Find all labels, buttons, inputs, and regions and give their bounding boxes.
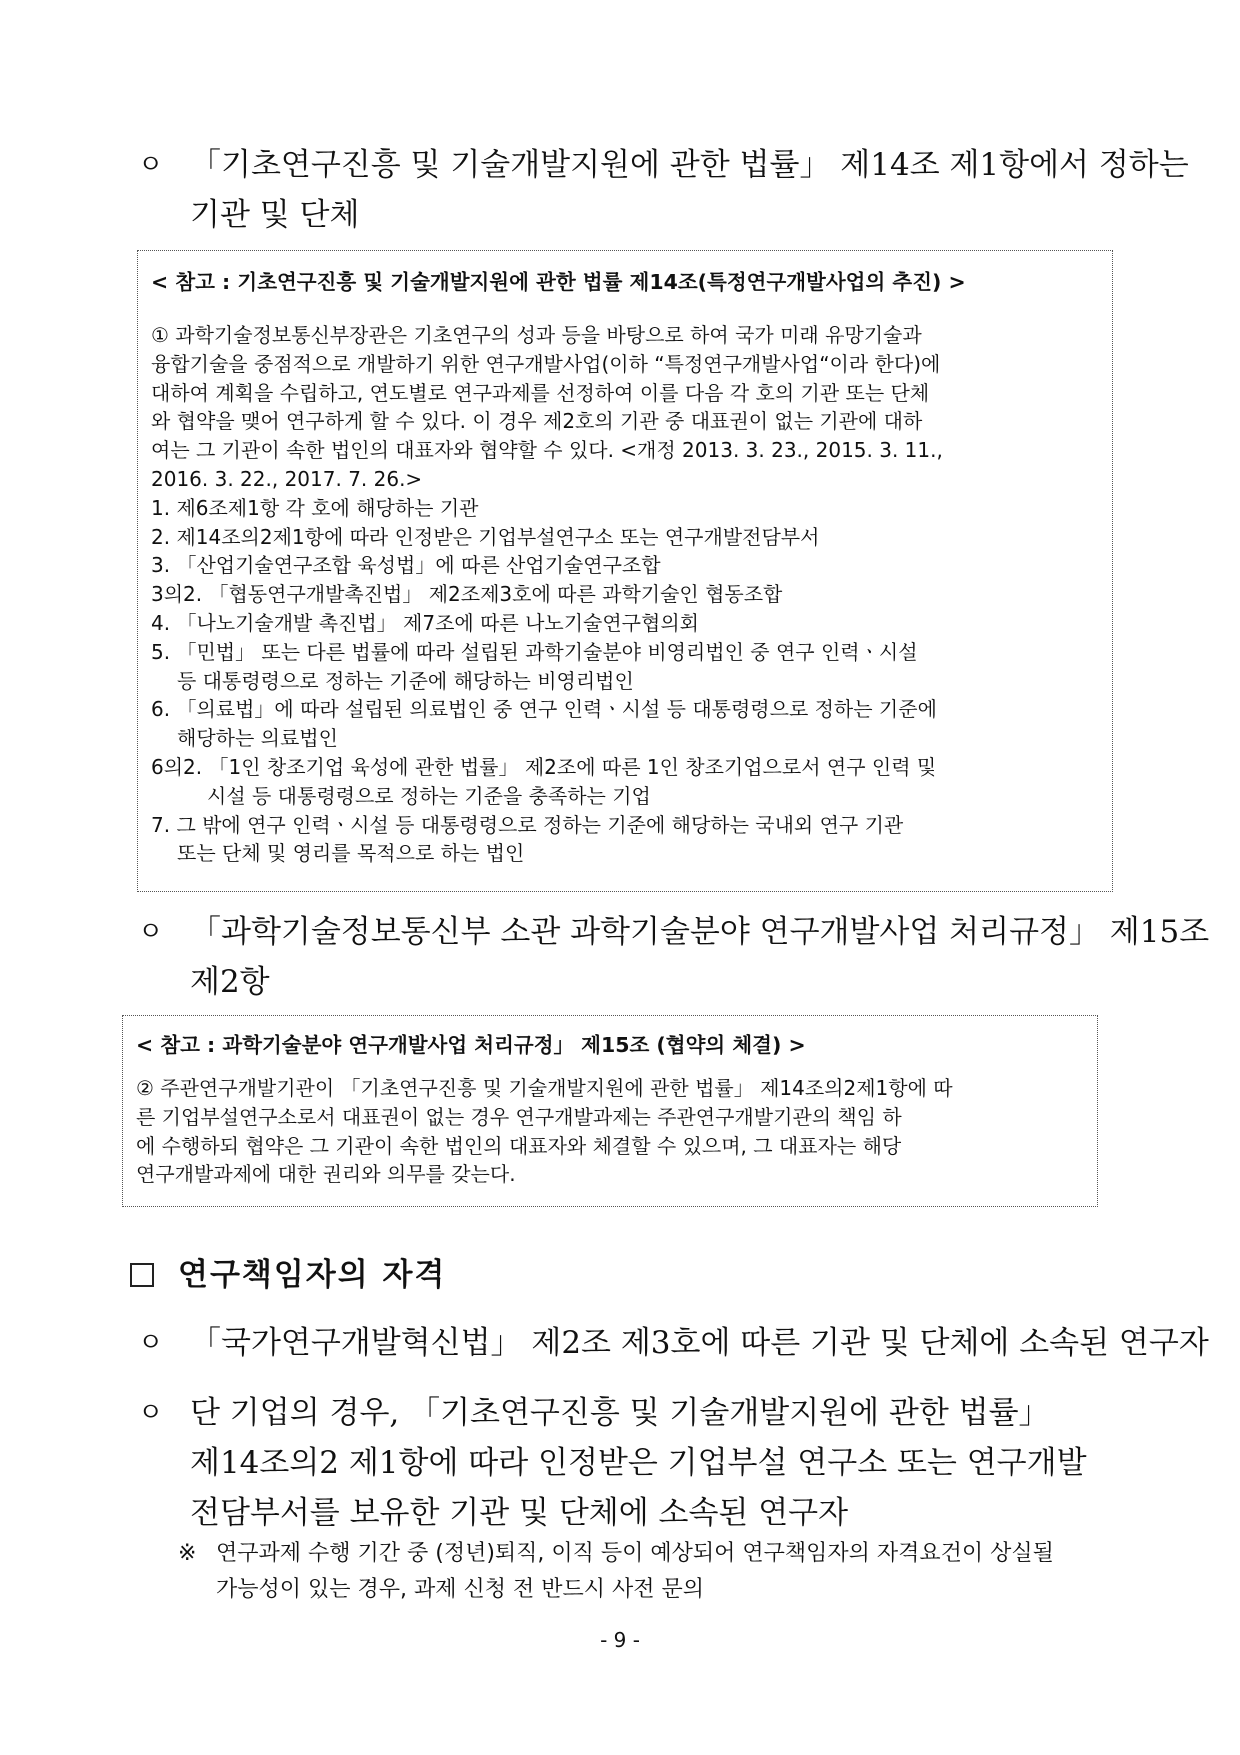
bullet-text [190, 907, 1209, 1007]
note-line: 가능성이 있는 경우, 과제 신청 전 반드시 사전 문의 [216, 1577, 704, 1602]
reference-paragraph [136, 1074, 1085, 1189]
list-item: 2. 제14조의2제1항에 따라 인정받은 기업부설연구소 또는 연구개발전담부서 [151, 524, 820, 549]
checkbox-square-icon [130, 1263, 154, 1287]
page-number: - 9 - [600, 1628, 640, 1652]
list-item-continuation: 또는 단체 및 영리를 목적으로 하는 법인 [177, 841, 525, 866]
list-item: 3의2. 「협동연구개발촉진법」 제2조제3호에 따른 과학기술인 협동조합 [151, 582, 783, 607]
reference-line: 여는 그 기관이 속한 법인의 대표자와 협약할 수 있다. <개정 2013. 3. 23., 2015. 3. 11., [151, 438, 943, 463]
reference-line: 른 기업부설연구소로서 대표권이 없는 경우 연구개발과제는 주관연구개발기관의 책임 하 [136, 1104, 902, 1129]
note-mark: ※ [178, 1541, 197, 1566]
section-heading [130, 1250, 446, 1300]
reference-title: < 참고 : 기초연구진흥 및 기술개발지원에 관한 법률 제14조(특정연구개발사업의 추진) > [151, 270, 966, 294]
bullet-company-case [138, 1388, 1118, 1538]
reference-line: 연구개발과제에 대한 권리와 의무를 갖는다. [136, 1162, 516, 1187]
bullet-text [190, 140, 1189, 240]
note-line: 연구과제 수행 기간 중 (정년)퇴직, 이직 등이 예상되어 연구책임자의 자격요건이 상실될 [216, 1541, 1054, 1566]
list-item-continuation: 해당하는 의료법인 [177, 726, 338, 751]
reference-line: 융합기술을 중점적으로 개발하기 위한 연구개발사업(이하 “특정연구개발사업“이라 한다)에 [151, 351, 941, 376]
section-title: 연구책임자의 자격 [178, 1257, 447, 1293]
list-item: 5. 「민법」 또는 다른 법률에 따라 설립된 과학기술분야 비영리법인 중 연구 인력ㆍ시설 [151, 639, 918, 664]
list-item: 6의2. 「1인 창조기업 육성에 관한 법률」 제2조에 따른 1인 창조기업으로서 연구 인력 및 [151, 754, 937, 779]
bullet-line: 제2항 [190, 964, 270, 1000]
list-item: 3. 「산업기술연구조합 육성법」에 따른 산업기술연구조합 [151, 553, 661, 578]
list-item: 4. 「나노기술개발 촉진법」 제7조에 따른 나노기술연구협의회 [151, 610, 699, 635]
list-item-continuation: 등 대통령령으로 정하는 기준에 해당하는 비영리법인 [177, 668, 634, 693]
reference-line: 2016. 3. 22., 2017. 7. 26.> [151, 466, 423, 491]
bullet-mark: ㅇ [138, 150, 164, 180]
bullet-line: 「과학기술정보통신부 소관 과학기술분야 연구개발사업 처리규정」 제15조 [190, 914, 1210, 950]
list-item: 6. 「의료법」에 따라 설립된 의료법인 중 연구 인력ㆍ시설 등 대통령령으로 정하는 기준에 [151, 697, 937, 722]
bullet-mark: ㅇ [138, 1398, 164, 1428]
bullet-line: 전담부서를 보유한 기관 및 단체에 소속된 연구자 [190, 1495, 849, 1531]
bullet-processing-regulation [138, 907, 1210, 1007]
bullet-text [190, 1318, 1209, 1368]
reference-line: ② 주관연구개발기관이 「기초연구진흥 및 기술개발지원에 관한 법률」 제14조의2제1항에 따 [136, 1076, 953, 1100]
list-item: 7. 그 밖에 연구 인력ㆍ시설 등 대통령령으로 정하는 기준에 해당하는 국내외 연구 기관 [151, 812, 904, 837]
list-item: 1. 제6조제1항 각 호에 해당하는 기관 [151, 495, 479, 520]
bullet-national-rnd-act [138, 1318, 1209, 1368]
reference-paragraph [151, 321, 1100, 868]
note [178, 1536, 1128, 1608]
note-text [216, 1536, 1054, 1608]
reference-box-article14 [137, 250, 1113, 892]
reference-line: ① 과학기술정보통신부장관은 기초연구의 성과 등을 바탕으로 하여 국가 미래 유망기술과 [151, 323, 922, 347]
reference-box-article15 [122, 1015, 1098, 1207]
bullet-line: 「국가연구개발혁신법」 제2조 제3호에 따른 기관 및 단체에 소속된 연구자 [190, 1325, 1209, 1361]
reference-line: 와 협약을 맺어 연구하게 할 수 있다. 이 경우 제2호의 기관 중 대표권이 없는 기관에 대하 [151, 409, 923, 434]
bullet-line: 기관 및 단체 [190, 197, 360, 233]
reference-line: 에 수행하되 협약은 그 기관이 속한 법인의 대표자와 체결할 수 있으며, 그 대표자는 해당 [136, 1133, 902, 1158]
bullet-mark: ㅇ [138, 1328, 164, 1358]
bullet-basic-research-act [138, 140, 1189, 240]
reference-title: < 참고 : 과학기술분야 연구개발사업 처리규정」 제15조 (협약의 체결) > [136, 1033, 806, 1057]
bullet-line: 「기초연구진흥 및 기술개발지원에 관한 법률」 제14조 제1항에서 정하는 [190, 147, 1189, 183]
bullet-line: 제14조의2 제1항에 따라 인정받은 기업부설 연구소 또는 연구개발 [190, 1445, 1087, 1481]
bullet-text [190, 1388, 1118, 1538]
bullet-mark: ㅇ [138, 917, 164, 947]
list-item-continuation: 시설 등 대통령령으로 정하는 기준을 충족하는 기업 [207, 783, 651, 808]
bullet-line: 단 기업의 경우, 「기초연구진흥 및 기술개발지원에 관한 법률」 [190, 1395, 1050, 1431]
reference-line: 대하여 계획을 수립하고, 연도별로 연구과제를 선정하여 이를 다음 각 호의 기관 또는 단체 [151, 380, 930, 405]
